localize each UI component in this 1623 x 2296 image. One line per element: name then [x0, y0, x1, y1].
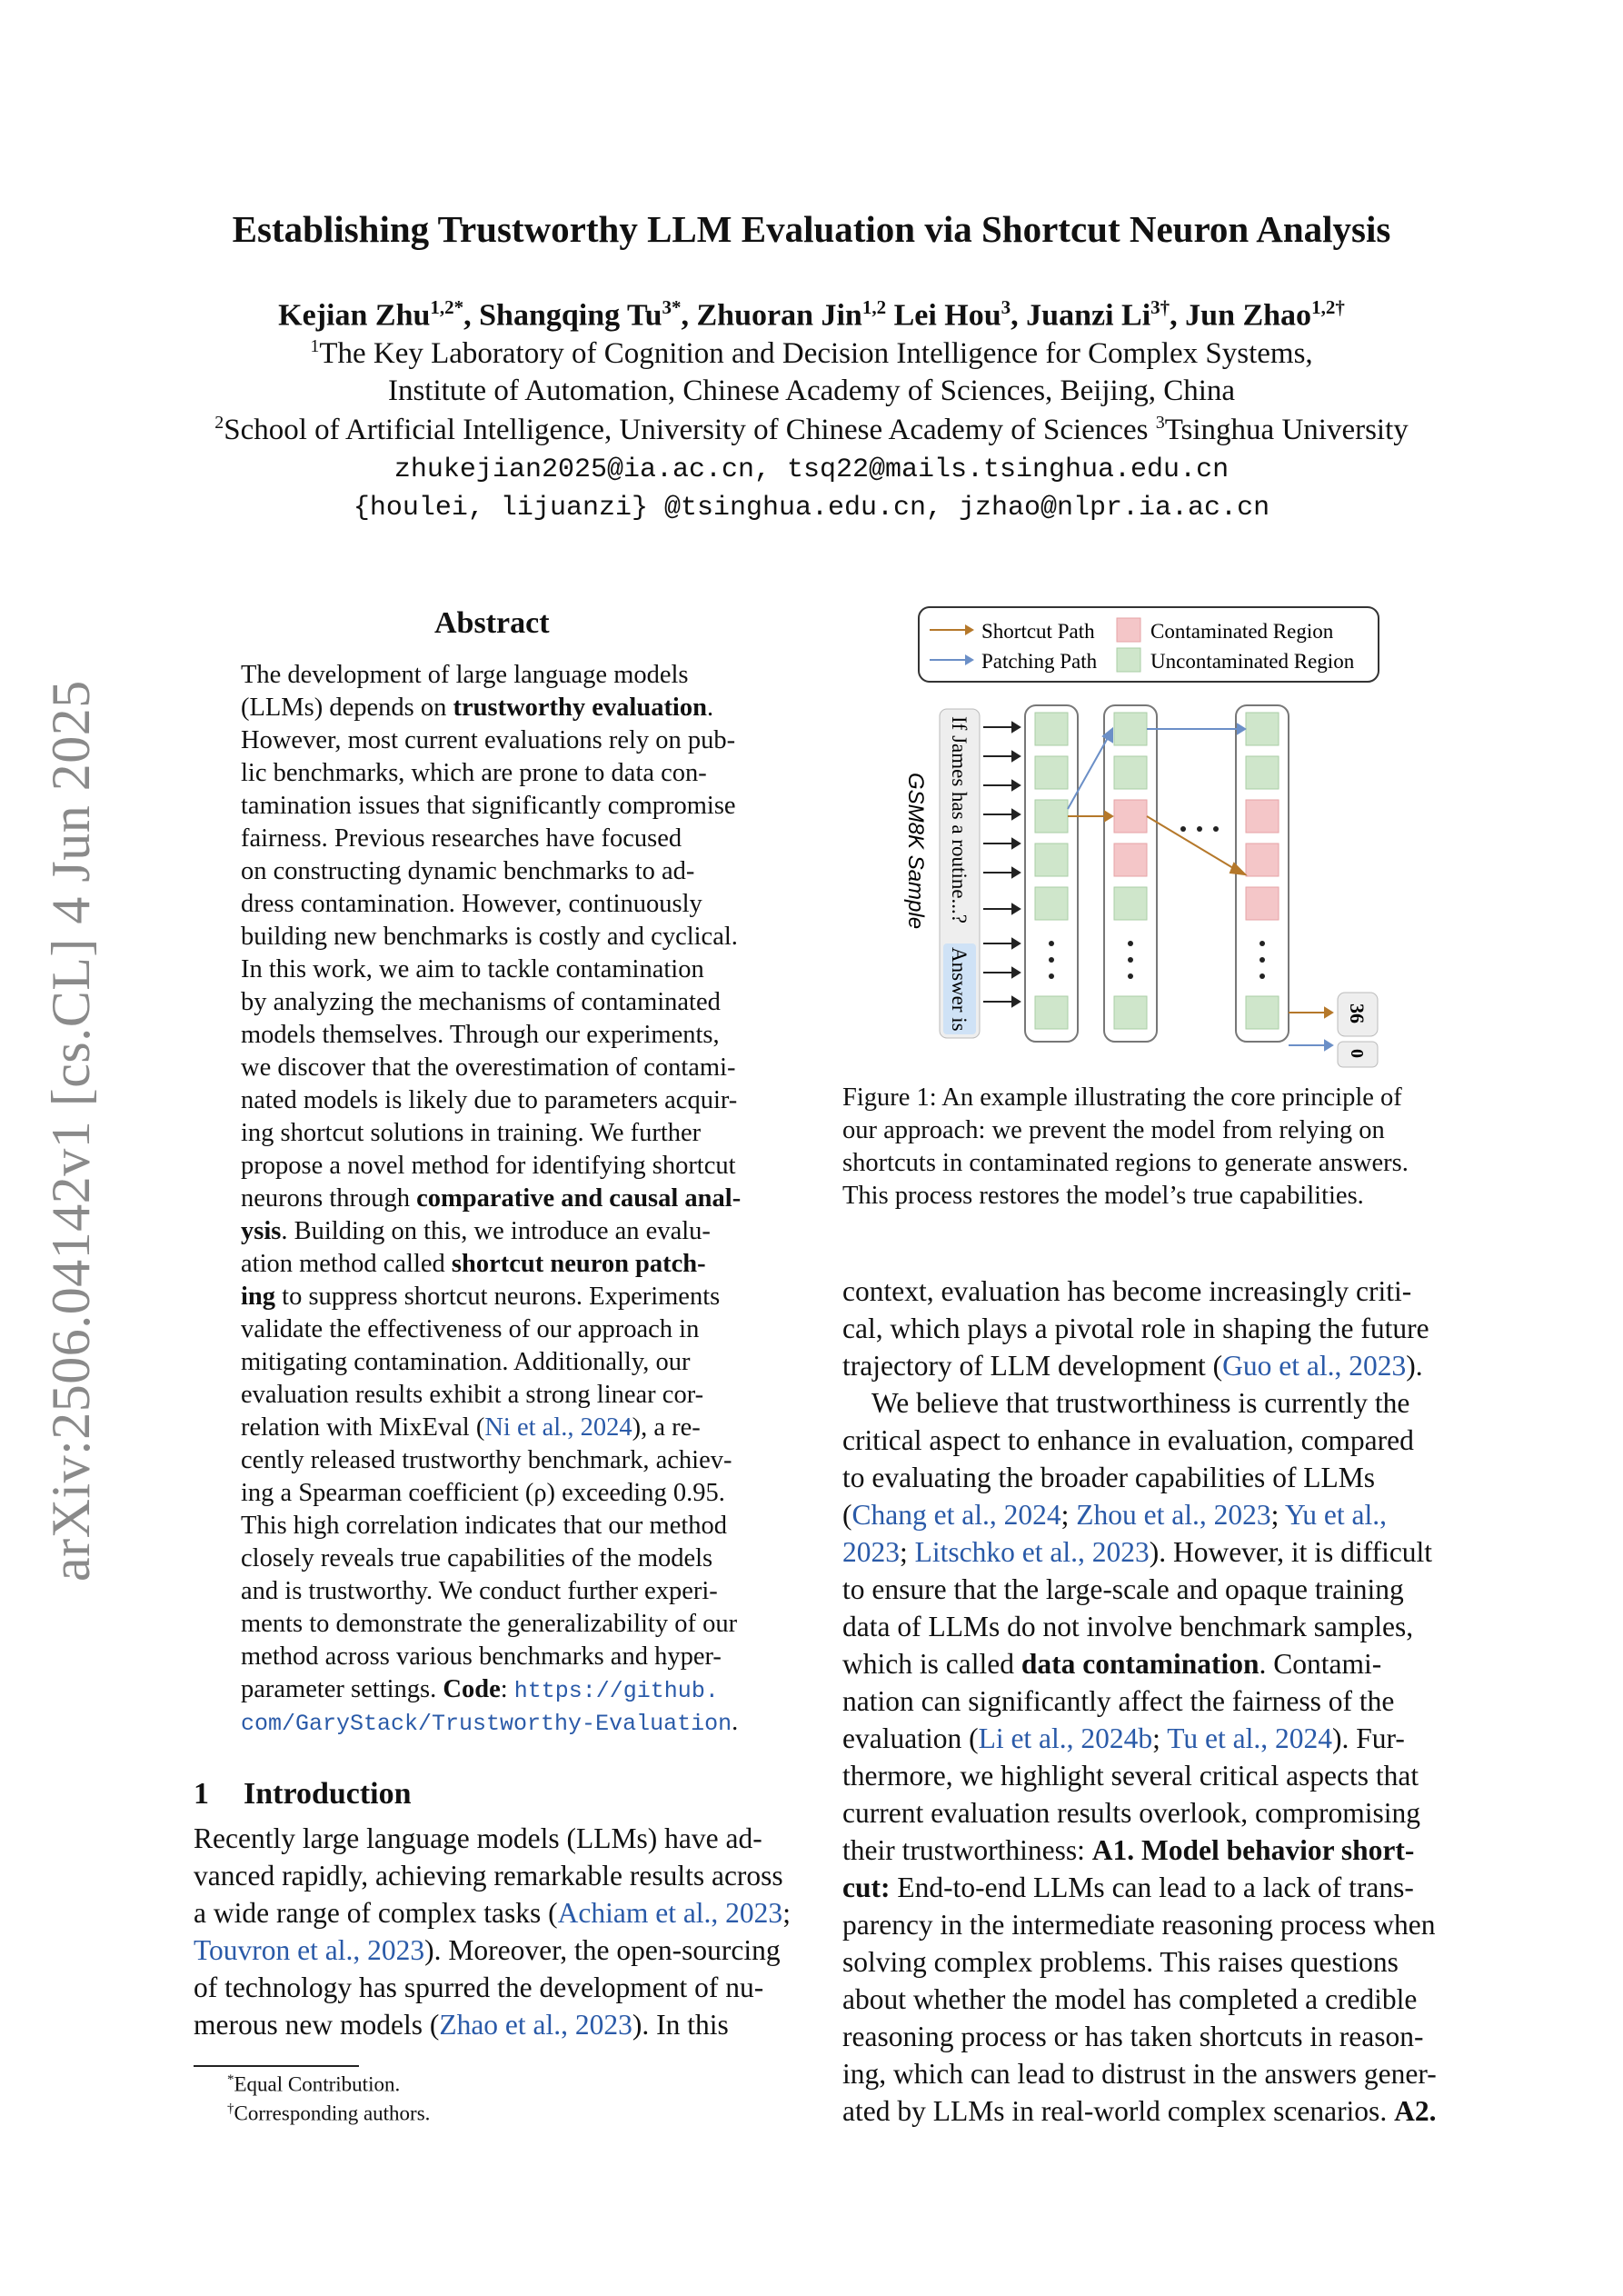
abstract-heading: Abstract	[434, 606, 550, 640]
citation-link[interactable]: 2023	[842, 1536, 900, 1568]
abstract-bold-text: ing	[241, 1283, 276, 1311]
gsm8k-sample-label: GSM8K Sample	[903, 773, 928, 930]
footnote-text: Corresponding authors.	[234, 2101, 431, 2125]
figure-caption-line: shortcuts in contaminated regions to generate answers.	[842, 1149, 1409, 1177]
abstract-line	[241, 890, 755, 919]
intro-line: vanced rapidly, achieving remarkable results across	[194, 1860, 783, 1892]
abstract-text: models themselves. Through our experiments,	[241, 1021, 720, 1049]
abstract-text: (LLMs) depends on	[241, 694, 453, 722]
abstract-text: method across various benchmarks and hyper-	[241, 1642, 722, 1671]
body-text: which is called	[842, 1648, 1021, 1680]
abstract-line	[241, 1512, 755, 1541]
body-text: ;	[1270, 1499, 1286, 1531]
intro-line: a wide range of complex tasks (Achiam et al., 2023;	[194, 1897, 791, 1929]
body-text: ated by LLMs in real-world complex scenarios.	[842, 2095, 1395, 2127]
body-line: trajectory of LLM development (Guo et al., 2023).	[842, 1350, 1423, 1382]
citation-link[interactable]: Ni et al., 2024	[484, 1413, 632, 1442]
intro-text: ). Moreover, the open-sourcing	[424, 1934, 781, 1966]
body-line	[842, 1648, 1448, 1681]
footnote-corresponding	[227, 2101, 430, 2126]
abstract-line	[241, 1708, 755, 1737]
body-line: to evaluating the broader capabilities of LLMs	[842, 1462, 1376, 1493]
abstract-line	[241, 923, 755, 952]
citation-link[interactable]: Guo et al., 2023	[1222, 1350, 1407, 1382]
abstract-line	[241, 1283, 755, 1312]
section-title: Introduction	[244, 1777, 412, 1811]
author-name: Lei Hou	[893, 298, 1001, 333]
term-data-contamination: data contamination	[1021, 1648, 1260, 1680]
arxiv-side-stamp: arXiv:2506.04142v1 [cs.CL] 4 Jun 2025	[41, 680, 101, 1582]
citation-link[interactable]: Chang et al., 2024	[851, 1499, 1061, 1531]
abstract-line	[241, 694, 755, 723]
author-affil-sup: 1,2	[861, 296, 887, 318]
abstract-text: building new benchmarks is costly and cyclical.	[241, 923, 738, 951]
code-label: Code	[443, 1675, 501, 1703]
abstract-line	[241, 1413, 755, 1442]
body-line: evaluation (Li et al., 2024b; Tu et al., 2024). Fur-	[842, 1722, 1405, 1754]
citation-link[interactable]: Li et al., 2024b	[978, 1722, 1153, 1754]
body-line: solving complex problems. This raises questions	[842, 1946, 1399, 1978]
author-affil-sup: 1,2†	[1311, 296, 1345, 318]
abstract-text: on constructing dynamic benchmarks to ad-	[241, 857, 695, 885]
abstract-line	[241, 1152, 755, 1181]
body-line: data of LLMs do not involve benchmark samples,	[842, 1611, 1414, 1642]
abstract-line	[241, 1446, 755, 1475]
figure-caption-line: This process restores the model’s true capabilities.	[842, 1182, 1364, 1210]
abstract-bold-text: comparative and causal anal-	[416, 1184, 742, 1213]
author-affil-sup: 3†	[1150, 296, 1170, 318]
abstract-line	[241, 1184, 755, 1213]
abstract-text: . Building on this, we introduce an evalu-	[281, 1217, 711, 1245]
input-answer-text: Answer is	[948, 947, 971, 1032]
figure-1	[845, 600, 1436, 1073]
abstract-text: by analyzing the mechanisms of contaminated	[241, 988, 721, 1016]
body-line	[842, 2095, 1448, 2128]
section-heading	[194, 1777, 412, 1812]
author-name: Shangqing Tu	[479, 298, 662, 333]
abstract-text: we discover that the overestimation of contami-	[241, 1053, 736, 1082]
abstract-text: mitigating contamination. Additionally, our	[241, 1348, 691, 1376]
abstract-line	[241, 1544, 755, 1573]
footnote-text: Equal Contribution.	[234, 2072, 401, 2096]
abstract-text: relation with MixEval (	[241, 1413, 485, 1442]
abstract-line	[241, 988, 755, 1017]
legend-contaminated: Contaminated Region	[1150, 620, 1334, 643]
abstract-line	[241, 1642, 755, 1672]
body-text: ). Fur-	[1331, 1722, 1405, 1754]
figure-caption-line: our approach: we prevent the model from relying on	[842, 1116, 1385, 1144]
email-line-1[interactable]: zhukejian2025@ia.ac.cn, tsq22@mails.tsinghua.edu.cn	[393, 454, 1230, 485]
abstract-text: .	[706, 694, 714, 722]
body-line: We believe that trustworthiness is currently the	[871, 1387, 1410, 1419]
code-repo-link[interactable]: com/GaryStack/Trustworthy-Evaluation	[241, 1711, 732, 1737]
abstract-text: This high correlation indicates that our method	[241, 1512, 728, 1540]
affil-text: School of Artificial Intelligence, University of Chinese Academy of Sciences	[224, 414, 1149, 446]
body-text: . Contami-	[1259, 1648, 1382, 1680]
intro-line: Recently large language models (LLMs) have ad-	[194, 1822, 762, 1854]
intro-text: a wide range of complex tasks (	[194, 1897, 558, 1929]
body-text: End-to-end LLMs can lead to a lack of trans-	[890, 1872, 1414, 1903]
abstract-line	[241, 1053, 755, 1083]
author-name: Kejian Zhu	[278, 298, 431, 333]
input-question-text: If James has a routine...?	[948, 716, 971, 924]
body-line: nation can significantly affect the fairness of the	[842, 1685, 1395, 1717]
author-name: Juanzi Li	[1026, 298, 1151, 333]
author-list: Kejian Zhu$^{1,2*}$, Shangqing $Tu^{3*}$, Zhuoran Jin$^{1,2}$ Lei Hou$^3$, Juanzi $Li^{3\dagger}$, Jun Zhao$^{1,2\dagger}$	[278, 296, 1345, 333]
abstract-bold-text: trustworthy evaluation	[453, 694, 707, 722]
input-arrows	[983, 723, 1020, 1006]
abstract-line	[241, 759, 755, 788]
abstract-text: fairness. Previous researches have focused	[241, 824, 682, 853]
output-0: 0	[1347, 1049, 1367, 1058]
body-text: ;	[1060, 1499, 1077, 1531]
affil-sup: 1	[310, 336, 320, 356]
citation-link[interactable]: Litschko et al., 2023	[914, 1536, 1150, 1568]
citation-link[interactable]: Tu et al., 2024	[1167, 1722, 1332, 1754]
abstract-text: to suppress shortcut neurons. Experiments	[275, 1283, 721, 1311]
author-affil-sup: 3*	[662, 296, 682, 318]
abstract-line	[241, 726, 755, 755]
abstract-text: validate the effectiveness of our approach in	[241, 1315, 700, 1343]
author-affil-sup: 3	[1001, 296, 1011, 318]
body-line: context, evaluation has become increasingly criti-	[842, 1275, 1412, 1307]
abstract-text: nated models is likely due to parameters acquir-	[241, 1086, 738, 1114]
abstract-line	[241, 1577, 755, 1606]
abstract-line	[241, 857, 755, 886]
intro-line	[194, 2009, 797, 2041]
abstract-text: ing shortcut solutions in training. We further	[241, 1119, 702, 1147]
abstract-bold-text: ysis	[241, 1217, 282, 1245]
abstract-line	[241, 955, 755, 984]
abstract-text: :	[500, 1675, 514, 1703]
abstract-text: tamination issues that significantly compromise	[241, 792, 736, 820]
abstract-text: lic benchmarks, which are prone to data con-	[241, 759, 707, 787]
affiliation-1-line-1	[0, 336, 1623, 371]
body-line: reasoning process or has taken shortcuts in reason-	[842, 2021, 1424, 2052]
figure-caption-line: Figure 1: An example illustrating the core principle of	[842, 1083, 1402, 1112]
abstract-text: ing a Spearman coefficient (ρ) exceeding 0.95.	[241, 1479, 725, 1507]
legend-uncontaminated: Uncontaminated Region	[1150, 650, 1355, 673]
citation-link[interactable]: Touvron et al., 2023	[194, 1934, 425, 1966]
abstract-text: In this work, we aim to tackle contamination	[241, 955, 704, 983]
body-line: thermore, we highlight several critical aspects that	[842, 1760, 1419, 1792]
abstract-text: cently released trustworthy benchmark, achiev-	[241, 1446, 732, 1474]
abstract-text: and is trustworthy. We conduct further experi-	[241, 1577, 718, 1605]
abstract-line	[241, 1479, 755, 1508]
footnote-rule	[194, 2065, 359, 2067]
body-line: about whether the model has completed a credible	[842, 1983, 1418, 2015]
body-text: their trustworthiness:	[842, 1834, 1092, 1866]
abstract-text: However, most current evaluations rely on pub-	[241, 726, 736, 754]
body-text: ;	[900, 1536, 915, 1568]
abstract-text: parameter settings.	[241, 1675, 443, 1703]
body-line: cal, which plays a pivotal role in shaping the future	[842, 1313, 1429, 1344]
body-text: ). However, it is difficult	[1149, 1536, 1433, 1568]
abstract-bold-text: shortcut neuron patch-	[451, 1250, 706, 1278]
email-line-2[interactable]: {houlei, lijuanzi} @tsinghua.edu.cn, jzhao@nlpr.ia.ac.cn	[353, 493, 1270, 524]
body-line: parency in the intermediate reasoning process when	[842, 1909, 1436, 1941]
body-text: (	[842, 1499, 852, 1531]
uncontaminated-swatch	[1117, 648, 1140, 672]
body-line	[842, 1872, 1448, 1904]
abstract-line	[241, 1348, 755, 1377]
abstract-text: dress contamination. However, continuously	[241, 890, 702, 918]
affil-text: The Key Laboratory of Cognition and Decision Intelligence for Complex Systems,	[319, 337, 1313, 370]
paper-title: Establishing Trustworthy LLM Evaluation via Shortcut Neuron Analysis	[232, 208, 1391, 250]
citation-link[interactable]: Zhao et al., 2023	[439, 2009, 632, 2041]
citation-link[interactable]: Zhou et al., 2023	[1076, 1499, 1271, 1531]
body-text: trajectory of LLM development (	[842, 1350, 1223, 1382]
body-line: critical aspect to enhance in evaluation, compared	[842, 1424, 1414, 1456]
footnote-mark: *	[227, 2072, 234, 2087]
intro-text: merous new models (	[194, 2009, 440, 2041]
abstract-text: ), a re-	[632, 1413, 701, 1442]
term-a1-cont: cut:	[842, 1872, 891, 1903]
body-line: ing, which can lead to distrust in the answers gener-	[842, 2058, 1437, 2090]
section-number: 1	[194, 1777, 209, 1811]
author-name: Zhuoran Jin	[696, 298, 862, 333]
body-line: current evaluation results overlook, compromising	[842, 1797, 1420, 1829]
abstract-line	[241, 1675, 755, 1704]
legend-shortcut-path: Shortcut Path	[981, 620, 1095, 643]
body-line: to ensure that the large-scale and opaque training	[842, 1573, 1404, 1605]
body-line	[842, 1536, 1448, 1569]
abstract-text: propose a novel method for identifying shortcut	[241, 1152, 736, 1180]
abstract-line	[241, 1119, 755, 1148]
affil-sup: 2	[214, 413, 224, 433]
intro-line	[194, 1934, 797, 1967]
abstract-line	[241, 1381, 755, 1410]
figure-1-diagram	[845, 600, 1436, 1073]
abstract-line	[241, 792, 755, 821]
abstract-text: ments to demonstrate the generalizability of our	[241, 1610, 738, 1638]
citation-link[interactable]: Achiam et al., 2023	[557, 1897, 783, 1929]
body-line	[842, 1499, 1448, 1532]
abstract-text: The development of large language models	[241, 661, 689, 689]
intro-text: ). In this	[632, 2009, 729, 2041]
abstract-line	[241, 1021, 755, 1050]
abstract-line	[241, 1315, 755, 1344]
abstract-line	[241, 1250, 755, 1279]
abstract-text: evaluation results exhibit a strong linear cor-	[241, 1381, 704, 1409]
intro-line: of technology has spurred the development of nu-	[194, 1972, 764, 2003]
abstract-line	[241, 824, 755, 854]
affiliation-2-3	[0, 413, 1623, 447]
author-affil-sup: 1,2*	[430, 296, 464, 318]
abstract-line	[241, 1610, 755, 1639]
abstract-line	[241, 1086, 755, 1115]
citation-link[interactable]: Yu et al.,	[1285, 1499, 1388, 1531]
abstract-line	[241, 1217, 755, 1246]
legend-patching-path: Patching Path	[981, 650, 1098, 673]
term-a2: A2.	[1394, 2095, 1437, 2127]
footnote-mark: †	[227, 2101, 234, 2116]
abstract-text: neurons through	[241, 1184, 417, 1213]
affil-sup: 3	[1155, 413, 1165, 433]
abstract-text: closely reveals true capabilities of the models	[241, 1544, 713, 1572]
contaminated-swatch	[1117, 618, 1140, 642]
output-36: 36	[1346, 1003, 1369, 1023]
author-name: Jun Zhao	[1185, 298, 1312, 333]
affil-text: Tsinghua University	[1164, 414, 1409, 446]
code-repo-link[interactable]: https://github.	[513, 1678, 719, 1704]
affiliation-1-line-2: Institute of Automation, Chinese Academy of Sciences, Beijing, China	[387, 374, 1236, 407]
body-text: evaluation (	[842, 1722, 979, 1754]
body-line	[842, 1834, 1448, 1867]
term-a1: A1. Model behavior short-	[1091, 1834, 1415, 1866]
abstract-text: ation method called	[241, 1250, 452, 1278]
footnote-equal	[227, 2072, 400, 2097]
abstract-line	[241, 661, 755, 690]
abstract-text: .	[732, 1708, 739, 1736]
